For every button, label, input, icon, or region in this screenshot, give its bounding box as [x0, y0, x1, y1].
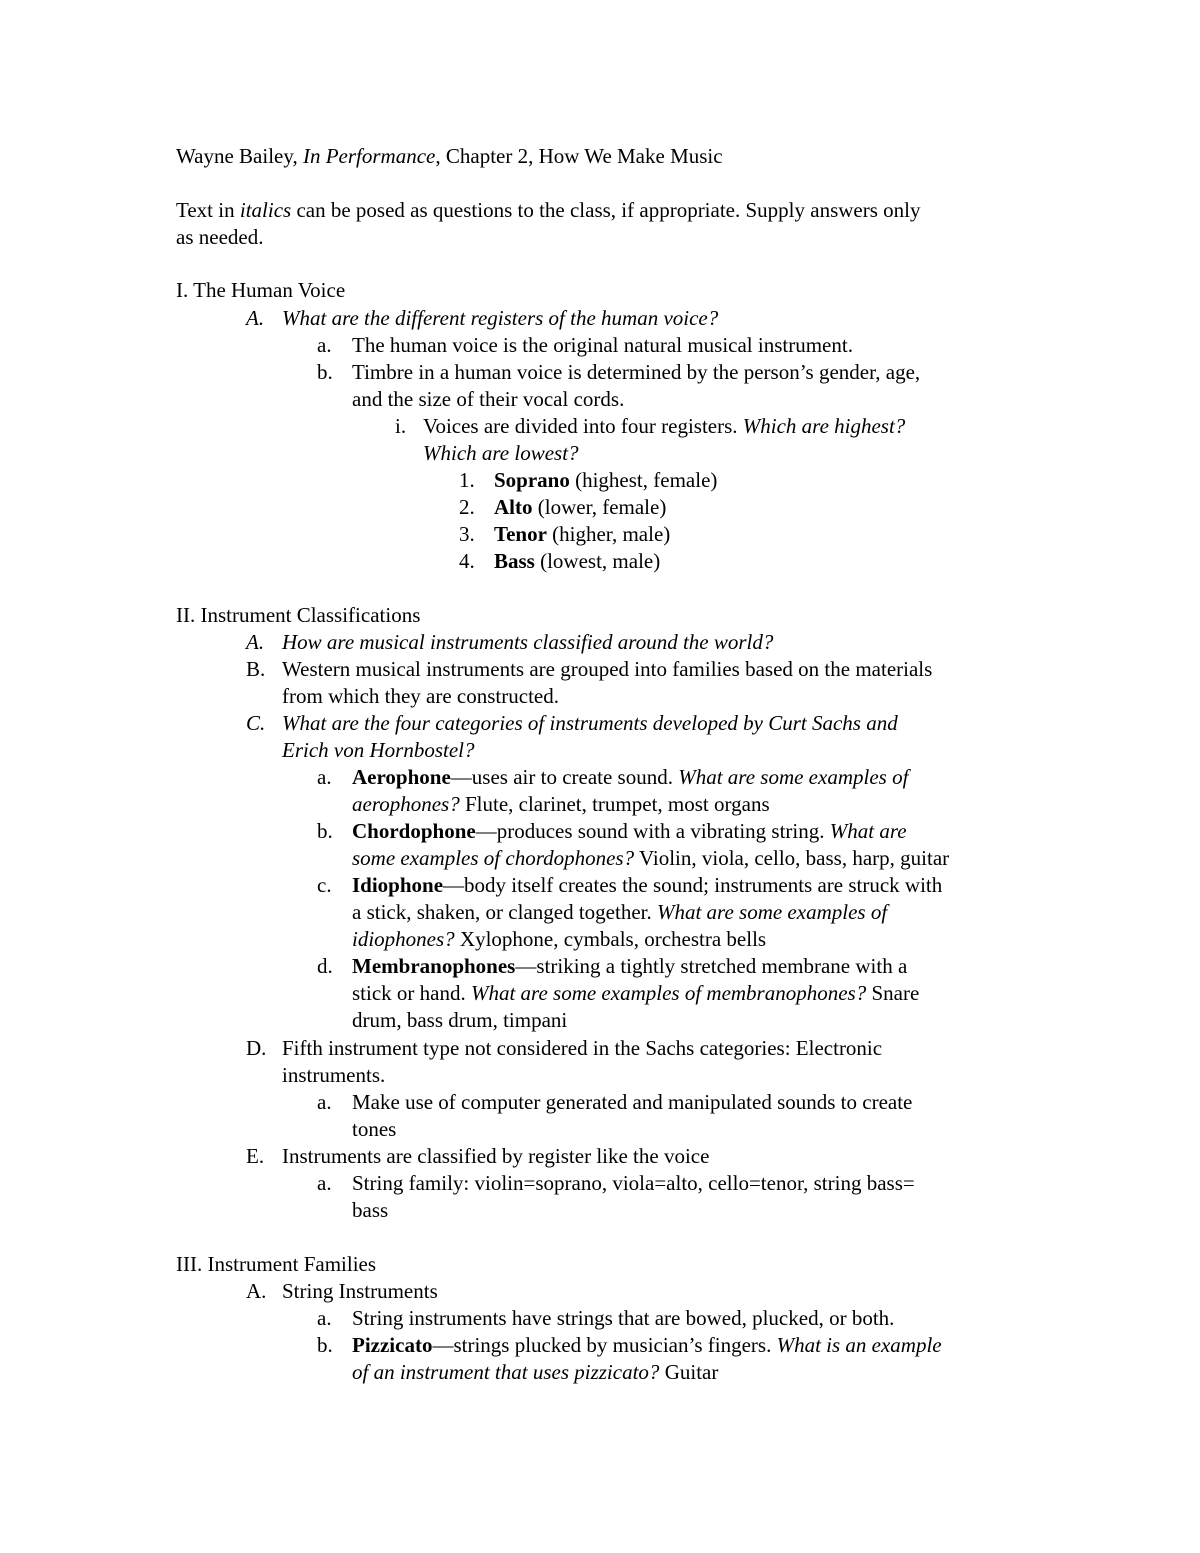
question-text: Which are lowest? [423, 441, 579, 465]
list-item-continuation: tones [352, 1117, 397, 1141]
list-item: String Instruments [282, 1279, 438, 1303]
category-membranophones: Membranophones—striking a tightly stretched membrane with a [352, 954, 908, 978]
list-marker: a. [317, 765, 332, 789]
list-item-continuation: Erich von Hornbostel? [282, 738, 475, 762]
list-item: Fifth instrument type not considered in the Sachs categories: Electronic [282, 1036, 883, 1060]
intro-italic-word: italics [239, 198, 292, 222]
register-item-alto: Alto (lower, female) [494, 495, 667, 519]
list-item: String instruments have strings that are bowed, plucked, or both. [352, 1306, 895, 1330]
register-item-tenor: Tenor (higher, male) [494, 522, 671, 546]
list-item: What are the four categories of instruments developed by Curt Sachs and [282, 711, 898, 735]
section-heading: II. Instrument Classifications [176, 603, 421, 627]
list-marker: a. [317, 1090, 332, 1114]
list-item: The human voice is the original natural musical instrument. [352, 333, 853, 357]
title-chapter: , Chapter 2, How We Make Music [435, 144, 723, 168]
list-marker: a. [317, 333, 332, 357]
list-item-continuation: drum, bass drum, timpani [352, 1008, 568, 1032]
list-marker: c. [317, 873, 332, 897]
list-item-continuation: and the size of their vocal cords. [352, 387, 625, 411]
list-marker: b. [317, 360, 333, 384]
list-marker: 4. [459, 549, 475, 573]
list-item-continuation: a stick, shaken, or clanged together. What are some examples of [352, 900, 888, 924]
list-marker: b. [317, 1333, 333, 1357]
title-author: Wayne Bailey, [176, 144, 303, 168]
section-heading: I. The Human Voice [176, 278, 346, 302]
list-item-continuation: idiophones? Xylophone, cymbals, orchestra bells [352, 927, 767, 951]
section-heading: III. Instrument Families [176, 1252, 377, 1276]
list-marker: d. [317, 954, 333, 978]
list-item: Make use of computer generated and manipulated sounds to create [352, 1090, 913, 1114]
list-marker: A. [246, 1279, 267, 1303]
list-item-continuation: instruments. [282, 1063, 386, 1087]
list-item: String family: violin=soprano, viola=alto, cello=tenor, string bass= [352, 1171, 915, 1195]
list-marker: b. [317, 819, 333, 843]
list-marker: i. [395, 414, 407, 438]
category-chordophone: Chordophone—produces sound with a vibrating string. What are [352, 819, 907, 843]
list-marker: D. [246, 1036, 267, 1060]
register-item-soprano: Soprano (highest, female) [494, 468, 718, 492]
list-item-continuation: from which they are constructed. [282, 684, 559, 708]
list-item: Timbre in a human voice is determined by the person’s gender, age, [352, 360, 921, 384]
question-text: Which are highest? [742, 414, 906, 438]
intro-line-1: Text in italics can be posed as questions to the class, if appropriate. Supply answers only [176, 198, 921, 222]
list-marker: A. [246, 630, 265, 654]
list-item-continuation: some examples of chordophones? Violin, viola, cello, bass, harp, guitar [352, 846, 950, 870]
intro-line-2: as needed. [176, 225, 264, 249]
category-idiophone: Idiophone—body itself creates the sound; instruments are struck with [352, 873, 943, 897]
document-title [176, 143, 723, 170]
list-item-continuation: aerophones? Flute, clarinet, trumpet, most organs [352, 792, 770, 816]
list-item: Voices are divided into four registers. Which are highest? [423, 414, 906, 438]
title-book: In Performance [302, 144, 436, 168]
category-aerophone: Aerophone—uses air to create sound. What are some examples of [352, 765, 909, 789]
term-pizzicato: Pizzicato—strings plucked by musician’s fingers. What is an example [352, 1333, 942, 1357]
list-marker: 3. [459, 522, 475, 546]
register-item-bass: Bass (lowest, male) [494, 549, 661, 573]
list-marker: E. [246, 1144, 265, 1168]
list-item-continuation: of an instrument that uses pizzicato? Guitar [352, 1360, 719, 1384]
list-marker: 1. [459, 468, 475, 492]
list-marker: 2. [459, 495, 475, 519]
list-item: Western musical instruments are grouped into families based on the materials [282, 657, 933, 681]
list-marker: a. [317, 1171, 332, 1195]
list-marker: B. [246, 657, 266, 681]
list-item: What are the different registers of the human voice? [282, 306, 719, 330]
list-marker: A. [246, 306, 265, 330]
list-marker: C. [246, 711, 266, 735]
list-marker: a. [317, 1306, 332, 1330]
list-item-continuation: bass [352, 1198, 389, 1222]
list-item: Instruments are classified by register like the voice [282, 1144, 710, 1168]
list-item-continuation: stick or hand. What are some examples of membranophones? Snare [352, 981, 920, 1005]
list-item: How are musical instruments classified around the world? [282, 630, 774, 654]
